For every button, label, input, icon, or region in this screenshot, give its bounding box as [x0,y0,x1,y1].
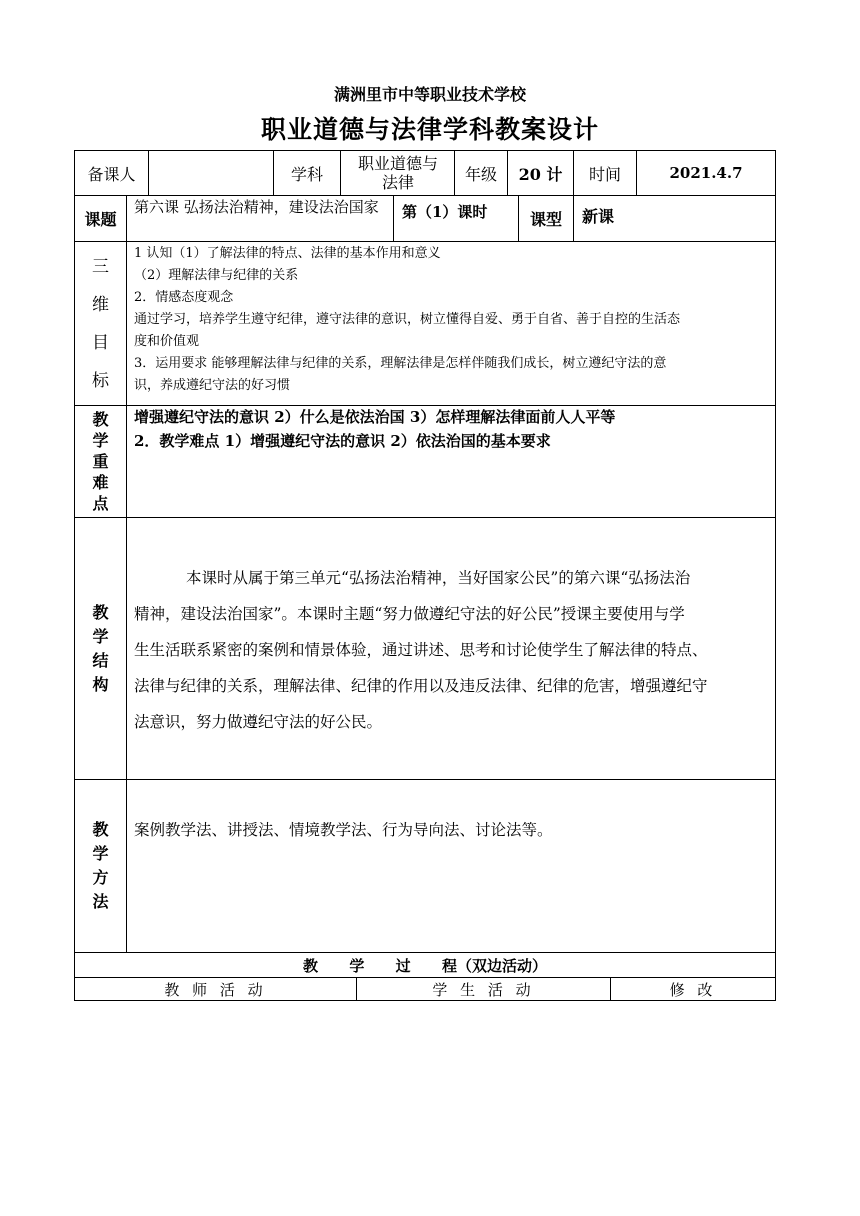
methods-label-char: 方 [92,868,109,887]
structure-label [75,518,126,779]
goals-label-char: 标 [92,370,109,391]
goals-text [134,243,774,397]
goals-label [75,242,126,405]
lesson-type-value: 新课 [582,207,615,226]
subject-label: 学科 [290,164,323,184]
methods-label-char: 法 [92,892,109,911]
subject-value: 职业道德与法律 [357,154,438,192]
structure-line: 精神，建设法治国家”。本课时主题“努力做遵纪守法的好公民”授课主要使用与学 [134,605,685,623]
time-label: 时间 [588,164,621,184]
preparer-value [149,151,273,195]
key-points-label-char: 学 [92,431,109,450]
structure-line: 法律与纪律的关系，理解法律、纪律的作用以及违反法律、纪律的危害，增强遵纪守 [134,677,708,695]
key-points-text [134,405,774,453]
goals-label-char: 维 [92,294,109,315]
school-name: 满洲里市中等职业技术学校 [333,85,526,104]
structure-line: 生生活联系紧密的案例和情景体验，通过讲述、思考和讨论使学生了解法律的特点、 [134,641,708,659]
grade-value: 20 计 [518,164,563,184]
methods-label-char: 教 [92,820,109,839]
goals-line: （2）理解法律与纪律的关系 [134,268,299,283]
process-title: 教 学 过 程（双边活动） [302,956,547,975]
key-points-line: 2．教学难点 1）增强遵纪守法的意识 2）依法治国的基本要求 [134,432,551,450]
key-points-label-char: 重 [92,452,109,471]
key-points-label-char: 教 [92,410,109,429]
structure-label-char: 构 [92,674,109,694]
methods-label [75,780,126,952]
structure-label-char: 结 [92,650,109,670]
structure-text [134,560,774,740]
goals-line: 1 认知（1）了解法律的特点、法律的基本作用和意义 [134,246,441,261]
key-points-label-char: 点 [92,494,109,513]
methods-label-char: 学 [92,844,109,863]
goals-label-char: 三 [92,256,109,277]
period-value: 第（1）课时 [402,203,488,221]
topic-label: 课题 [84,210,117,229]
topic-value: 第六课 弘扬法治精神，建设法治国家 [134,198,379,216]
key-points-label-char: 难 [92,473,109,492]
goals-line: 2．情感态度观念 [134,290,234,305]
key-points-label [75,406,126,517]
lesson-type-label: 课型 [529,210,562,229]
goals-line: 度和价值观 [134,334,200,349]
teacher-activity-header: 教 师 活 动 [164,980,267,999]
methods-text: 案例教学法、讲授法、情境教学法、行为导向法、讨论法等。 [134,821,553,839]
goals-line: 通过学习，培养学生遵守纪律，遵守法律的意识，树立懂得自爱、勇于自省、善于自控的生活态 [134,312,681,327]
structure-line: 本课时从属于第三单元“弘扬法治精神，当好国家公民”的第六课“弘扬法治 [186,569,691,587]
goals-line: 3．运用要求 能够理解法律与纪律的关系，理解法律是怎样伴随我们成长，树立遵纪守法的意 [134,356,667,371]
time-value: 2021.4.7 [669,164,743,182]
structure-label-char: 学 [92,626,109,646]
grade-label: 年级 [464,164,497,184]
revision-header: 修 改 [669,980,717,999]
structure-label-char: 教 [92,602,109,622]
structure-line: 法意识，努力做遵纪守法的好公民。 [134,713,383,731]
student-activity-header: 学 生 活 动 [432,980,535,999]
goals-line: 识，养成遵纪守法的好习惯 [134,378,291,393]
preparer-label: 备课人 [87,164,136,184]
goals-label-char: 目 [92,332,109,353]
page-title: 职业道德与法律学科教案设计 [260,115,599,144]
key-points-line: 增强遵纪守法的意识 2）什么是依法治国 3）怎样理解法律面前人人平等 [134,408,616,426]
